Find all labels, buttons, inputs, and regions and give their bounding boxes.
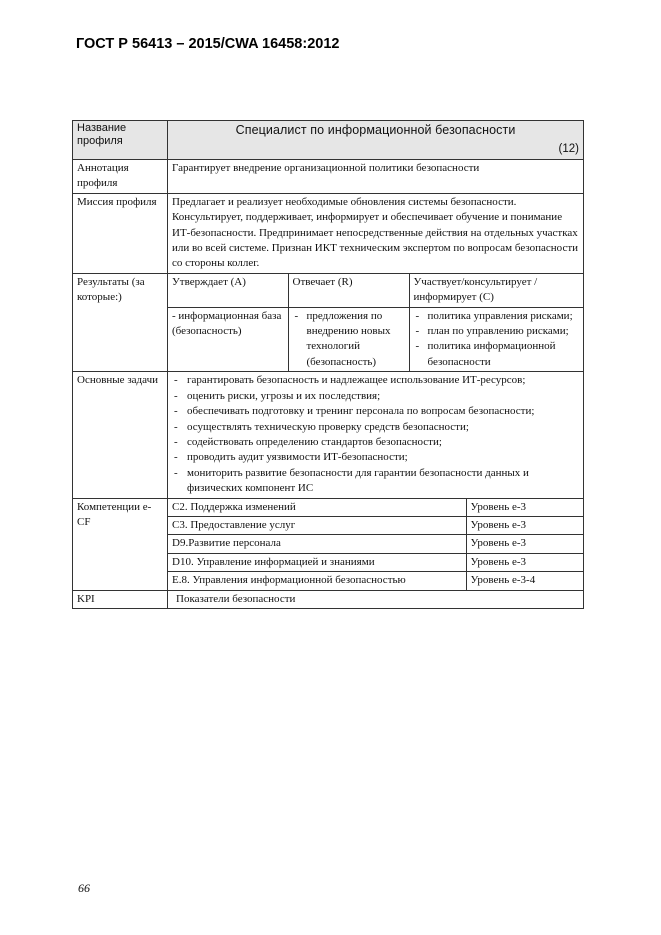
results-label: Результаты (за которые:) bbox=[73, 273, 168, 371]
results-responsible-value bbox=[288, 307, 409, 371]
table-row bbox=[168, 553, 583, 571]
header-row bbox=[73, 121, 584, 160]
table-row bbox=[168, 572, 583, 590]
results-cell bbox=[168, 273, 584, 371]
list-item: - план по управлению рисками; bbox=[414, 324, 580, 339]
profile-table bbox=[72, 120, 584, 609]
annotation-row bbox=[73, 160, 584, 194]
results-approves-value: - информационная база (безопасность) bbox=[168, 307, 288, 371]
document-header: ГОСТ Р 56413 – 2015/CWA 16458:2012 bbox=[76, 36, 340, 52]
competence-name: D9.Развитие персонала bbox=[168, 535, 466, 553]
competences-row bbox=[73, 498, 584, 590]
list-item: - осуществлять техническую проверку средств безопасности; bbox=[172, 420, 579, 435]
tasks-cell bbox=[168, 372, 584, 498]
competence-name: C3. Предоставление услуг bbox=[168, 516, 466, 534]
competence-level: Уровень e-3 bbox=[466, 553, 583, 571]
table-row bbox=[168, 516, 583, 534]
profile-number: (12) bbox=[558, 142, 579, 155]
competence-level: Уровень e-3-4 bbox=[466, 572, 583, 590]
results-contributes-value bbox=[409, 307, 583, 371]
competences-subtable bbox=[168, 499, 583, 590]
kpi-text: Показатели безопасности bbox=[168, 590, 584, 608]
annotation-label: Аннотация профиля bbox=[73, 160, 168, 194]
list-item: - содействовать определению стандартов безопасности; bbox=[172, 435, 579, 450]
responsible-list bbox=[293, 309, 405, 371]
annotation-text: Гарантирует внедрение организационной политики безопасности bbox=[168, 160, 584, 194]
contributes-list bbox=[414, 309, 580, 371]
header-title-cell bbox=[168, 121, 584, 160]
mission-row bbox=[73, 193, 584, 273]
results-header-row bbox=[168, 274, 583, 307]
header-label-cell bbox=[73, 121, 168, 160]
competence-name: C2. Поддержка изменений bbox=[172, 500, 296, 513]
results-col-approves: Утверждает (А) bbox=[172, 275, 246, 288]
list-item: - политика информационной безопасности bbox=[414, 339, 580, 370]
mission-text: Предлагает и реализует необходимые обновления системы безопасности. Консультирует, поддерживает, информирует и обеспечивает обучение и понимание ИТ-безопасности. Предпринимает непосредственные действия на отдельных участках или во всей системе. Признан ИКТ техническим экспертом по вопросам безопасности со стороны коллег. bbox=[168, 193, 584, 273]
results-row bbox=[73, 273, 584, 371]
competences-cell bbox=[168, 498, 584, 590]
list-item: - проводить аудит уязвимости ИТ-безопасности; bbox=[172, 450, 579, 465]
list-item: - предложения по внедрению новых технологий (безопасность) bbox=[293, 309, 405, 371]
competence-level: Уровень e-3 bbox=[466, 516, 583, 534]
list-item: - мониторить развитие безопасности для гарантии безопасности данных и физических компонент ИС bbox=[172, 466, 579, 497]
mission-label: Миссия профиля bbox=[73, 193, 168, 273]
competence-level: Уровень e-3 bbox=[466, 535, 583, 553]
list-item: - обеспечивать подготовку и тренинг персонала по вопросам безопасности; bbox=[172, 404, 579, 419]
competence-name: D10. Управление информацией и знаниями bbox=[168, 553, 466, 571]
table-row bbox=[168, 535, 583, 553]
kpi-label: KPI bbox=[73, 590, 168, 608]
list-item: - оценить риски, угрозы и их последствия; bbox=[172, 389, 579, 404]
tasks-label: Основные задачи bbox=[73, 372, 168, 498]
results-col-contributes: Участвует/консультирует /информирует (С) bbox=[409, 274, 583, 307]
competence-name: E.8. Управления информационной безопасностью bbox=[168, 572, 466, 590]
page-number: 66 bbox=[78, 881, 90, 895]
profile-name-label: Название профиля bbox=[77, 122, 127, 147]
competences-label: Компетенции e-CF bbox=[73, 498, 168, 590]
results-values-row bbox=[168, 307, 583, 371]
results-col-responsible: Отвечает (R) bbox=[288, 274, 409, 307]
list-item: - политика управления рисками; bbox=[414, 309, 580, 324]
tasks-row bbox=[73, 372, 584, 498]
results-subtable bbox=[168, 274, 583, 371]
profile-title: Специалист по информационной безопасности bbox=[235, 123, 516, 137]
competence-level: Уровень e-3 bbox=[466, 499, 583, 517]
tasks-list bbox=[172, 373, 579, 496]
list-item: - гарантировать безопасность и надлежащее использование ИТ-ресурсов; bbox=[172, 373, 579, 388]
table-row bbox=[168, 499, 583, 517]
kpi-row bbox=[73, 590, 584, 608]
